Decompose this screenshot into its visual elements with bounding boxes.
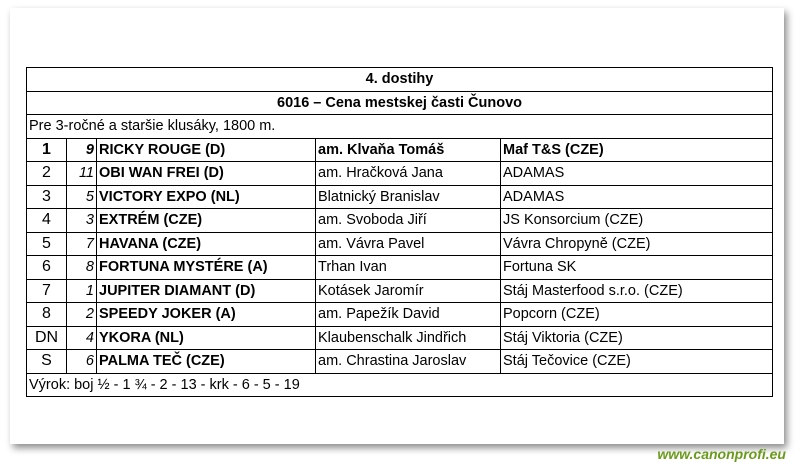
owner-name: Stáj Tečovice (CZE) [501, 350, 773, 374]
owner-name: Maf T&S (CZE) [501, 138, 773, 162]
driver-name: am. Hračková Jana [316, 162, 501, 186]
owner-name: ADAMAS [501, 185, 773, 209]
placing: 4 [27, 209, 67, 233]
placing: 7 [27, 279, 67, 303]
owner-name: Popcorn (CZE) [501, 303, 773, 327]
start-number: 2 [67, 303, 97, 327]
placing: 5 [27, 232, 67, 256]
placing: 6 [27, 256, 67, 280]
table-row [27, 279, 773, 303]
driver-name: Blatnický Branislav [316, 185, 501, 209]
driver-name: Kotásek Jaromír [316, 279, 501, 303]
watermark: www.canonprofi.eu [657, 446, 786, 462]
owner-name: Vávra Chropyně (CZE) [501, 232, 773, 256]
driver-name: am. Chrastina Jaroslav [316, 350, 501, 374]
race-name-row [27, 91, 773, 115]
start-number: 5 [67, 185, 97, 209]
payout-row [27, 373, 773, 397]
owner-name: ADAMAS [501, 162, 773, 186]
driver-name: Trhan Ivan [316, 256, 501, 280]
horse-name: RICKY ROUGE (D) [97, 138, 316, 162]
start-number: 9 [67, 138, 97, 162]
race-conditions: Pre 3-ročné a staršie klusáky, 1800 m. [27, 115, 773, 139]
driver-name: am. Vávra Pavel [316, 232, 501, 256]
owner-name: Fortuna SK [501, 256, 773, 280]
driver-name: am. Klvaňa Tomáš [316, 138, 501, 162]
driver-name: am. Svoboda Jiří [316, 209, 501, 233]
horse-name: SPEEDY JOKER (A) [97, 303, 316, 327]
horse-name: OBI WAN FREI (D) [97, 162, 316, 186]
start-number: 8 [67, 256, 97, 280]
table-row [27, 162, 773, 186]
placing: 1 [27, 138, 67, 162]
placing: 3 [27, 185, 67, 209]
table-row [27, 326, 773, 350]
horse-name: YKORA (NL) [97, 326, 316, 350]
horse-name: VICTORY EXPO (NL) [97, 185, 316, 209]
start-number: 7 [67, 232, 97, 256]
placing: 8 [27, 303, 67, 327]
table-row [27, 303, 773, 327]
start-number: 1 [67, 279, 97, 303]
table-row [27, 232, 773, 256]
race-number: 4. dostihy [27, 68, 773, 92]
horse-name: PALMA TEČ (CZE) [97, 350, 316, 374]
owner-name: Stáj Viktoria (CZE) [501, 326, 773, 350]
table-row [27, 350, 773, 374]
start-number: 11 [67, 162, 97, 186]
horse-name: HAVANA (CZE) [97, 232, 316, 256]
driver-name: am. Papežík David [316, 303, 501, 327]
race-name: 6016 – Cena mestskej časti Čunovo [27, 91, 773, 115]
horse-name: FORTUNA MYSTÉRE (A) [97, 256, 316, 280]
placing: 2 [27, 162, 67, 186]
start-number: 3 [67, 209, 97, 233]
race-number-row [27, 68, 773, 92]
race-conditions-row [27, 115, 773, 139]
table-row [27, 256, 773, 280]
owner-name: Stáj Masterfood s.r.o. (CZE) [501, 279, 773, 303]
horse-name: JUPITER DIAMANT (D) [97, 279, 316, 303]
placing: DN [27, 326, 67, 350]
table-row [27, 209, 773, 233]
horse-name: EXTRÉM (CZE) [97, 209, 316, 233]
driver-name: Klaubenschalk Jindřich [316, 326, 501, 350]
table-row [27, 138, 773, 162]
payout-text: Výrok: boj ½ - 1 ¾ - 2 - 13 - krk - 6 - 5 - 19 [27, 373, 773, 397]
race-results-table [26, 67, 773, 397]
owner-name: JS Konsorcium (CZE) [501, 209, 773, 233]
table-row [27, 185, 773, 209]
start-number: 6 [67, 350, 97, 374]
placing: S [27, 350, 67, 374]
start-number: 4 [67, 326, 97, 350]
